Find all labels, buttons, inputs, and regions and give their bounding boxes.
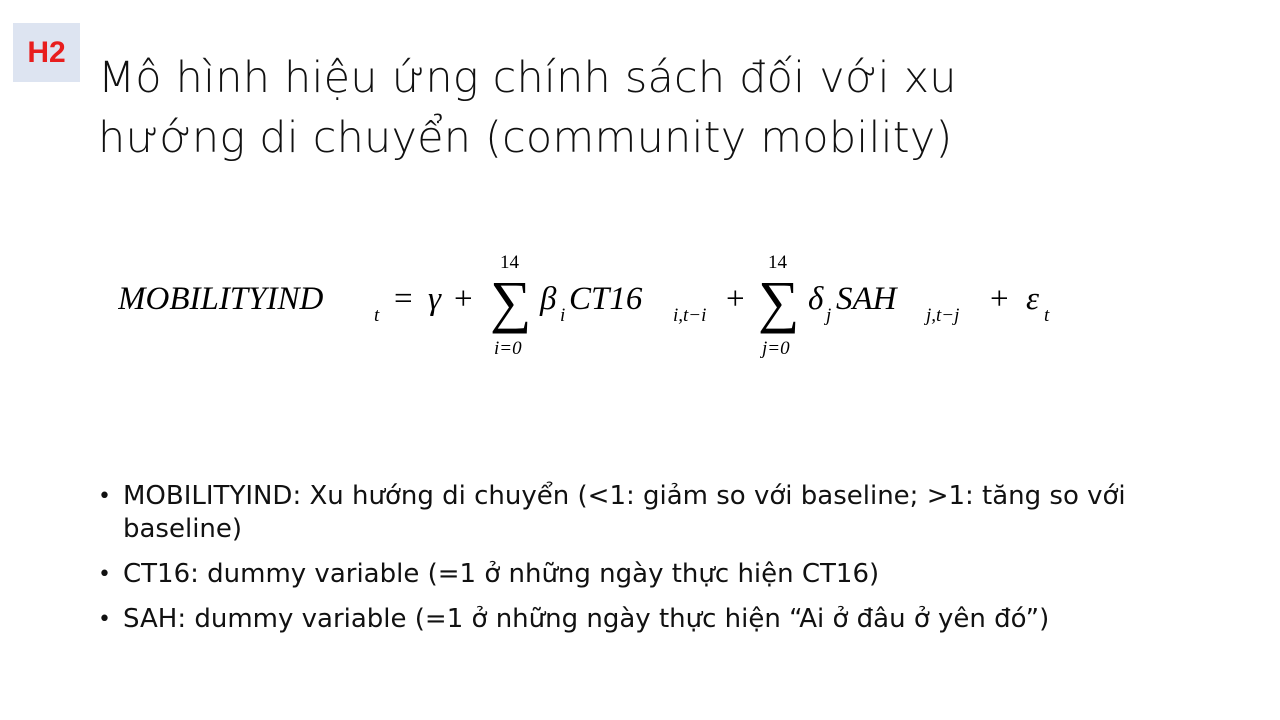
formula-plus-2: + [726, 281, 745, 317]
formula-plus-3: + [990, 281, 1009, 317]
formula-delta-subscript: j [826, 305, 832, 326]
section-badge-label: H2 [27, 35, 66, 69]
sum2-upper-limit: 14 [768, 252, 787, 273]
sum2-sigma: ∑ [758, 269, 800, 334]
slide-title-line-1: Mô hình hiệu ứng chính sách đối với xu [98, 53, 957, 103]
formula-beta: β [540, 281, 557, 317]
regression-formula [118, 245, 1118, 365]
list-item-text: CT16: dummy variable (=1 ở những ngày thực hiện CT16) [123, 559, 880, 589]
formula-equals: = [394, 281, 413, 317]
list-item [96, 480, 1176, 546]
formula-ct16-subscript: i,t−i [673, 305, 707, 326]
formula-lhs: MOBILITYIND [118, 281, 324, 317]
formula-graphic [118, 245, 1118, 365]
bullet-icon: • [98, 484, 111, 509]
formula-ct16: CT16 [569, 281, 643, 317]
formula-plus-1: + [454, 281, 473, 317]
sum1-lower-limit: i=0 [494, 338, 522, 359]
formula-sah: SAH [836, 281, 897, 317]
formula-epsilon: ε [1026, 281, 1040, 317]
variable-definitions-list [96, 480, 1176, 648]
slide-title-line-2: hướng di chuyển (community mobility) [98, 113, 953, 163]
sum2-lower-limit: j=0 [762, 338, 790, 359]
section-badge [13, 23, 80, 82]
formula-delta: δ [808, 281, 824, 317]
slide-title [98, 48, 1198, 168]
formula-lhs-subscript: t [374, 305, 380, 326]
sum1-sigma: ∑ [490, 269, 532, 334]
list-item-text: SAH: dummy variable (=1 ở những ngày thực hiện “Ai ở đâu ở yên đó”) [123, 604, 1050, 634]
list-item [96, 558, 1176, 591]
formula-sah-subscript: j,t−j [926, 305, 960, 326]
formula-epsilon-subscript: t [1044, 305, 1050, 326]
bullet-icon: • [98, 562, 111, 587]
sum1-upper-limit: 14 [500, 252, 519, 273]
formula-beta-subscript: i [560, 305, 566, 326]
bullet-icon: • [98, 607, 111, 632]
list-item-text: MOBILITYIND: Xu hướng di chuyển (<1: giảm so với baseline; >1: tăng so với baseline) [123, 481, 1126, 544]
list-item [96, 603, 1176, 636]
formula-gamma: γ [428, 281, 442, 317]
